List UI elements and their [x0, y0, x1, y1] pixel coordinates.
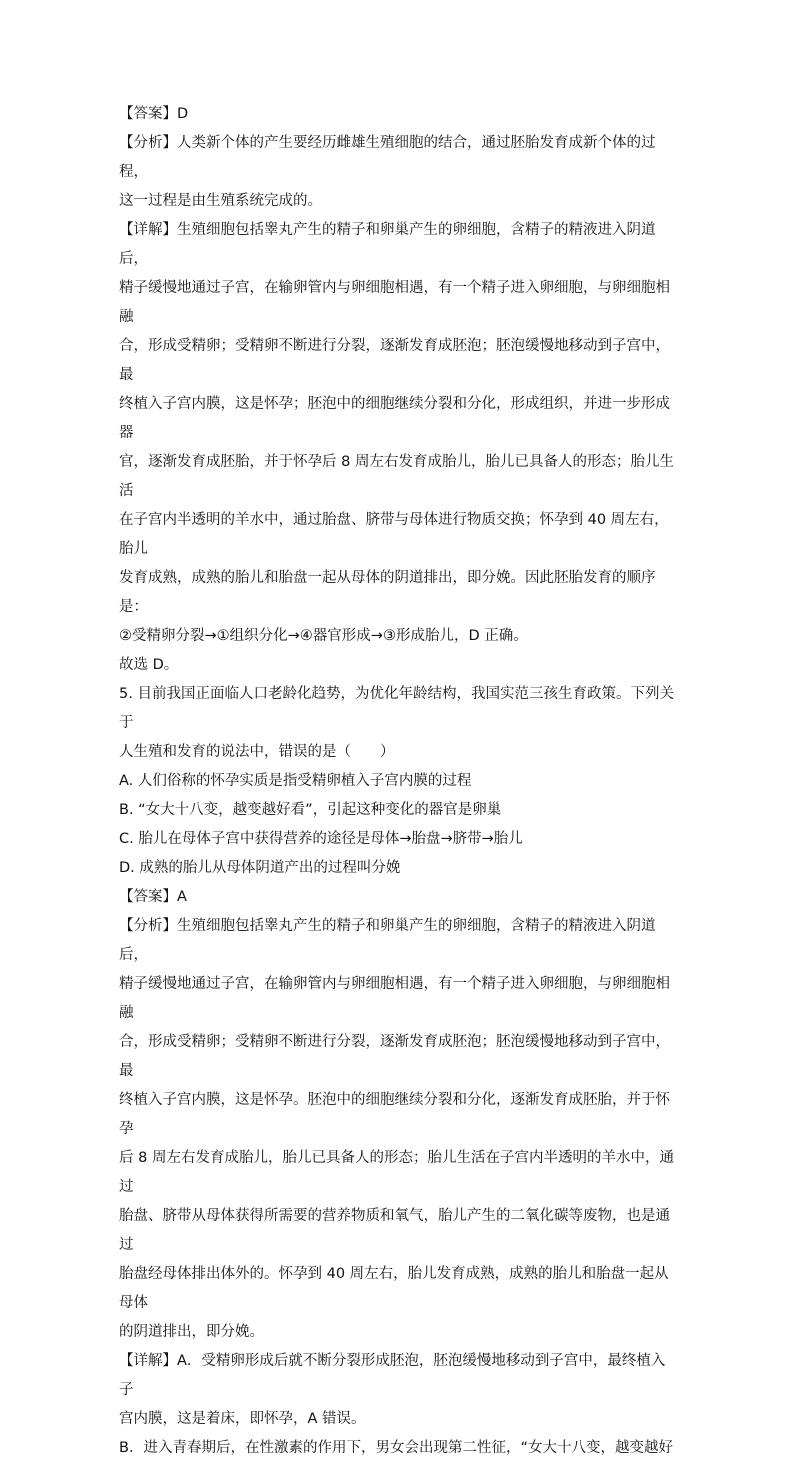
detail-text: A．受精卵形成后就不断分裂形成胚泡，胚泡缓慢地移动到子宫中，最终植入子 宫内膜，这是着床，即怀孕，A 错误。 — [119, 1353, 666, 1427]
analysis-tag: 【分析】 — [119, 918, 177, 934]
answer-text: D — [177, 106, 189, 122]
detail-text: 生殖细胞包括睾丸产生的精子和卵巢产生的卵细胞，含精子的精液进入阴道后， 精子缓慢地通过子宫，在输卵管内与卵细胞相遇，有一个精子进入卵细胞，与卵细胞相融 合，形成受精卵；受精卵不断进行分裂，逐渐发育成胚泡；胚泡缓慢地移动到子宫中，最 终植入子宫内膜，这是怀孕；胚泡中的细胞继续分裂和分化，形成组织，并进一步形成器 官，逐渐发育成胚胎，并于怀孕后 8 周左右发育成胎儿，胎儿已具备人的形态；胎儿生活 在子宫内半透明的羊水中，通过胎盘、脐带与母体进行物质交换；怀孕到 40 周左右，胎儿 发育成熟，成熟的胎儿和胎盘一起从母体的阴道排出，即分娩。因此胚胎发育的顺序是： ②受精卵分裂→①组织分化→④器官形成→③形成胎儿，D 正确。 — [119, 222, 674, 644]
detail-1 — [119, 216, 679, 651]
option-b — [119, 796, 679, 825]
selection-text: 故选 D。 — [119, 657, 179, 673]
detail-2-option-b — [119, 1434, 679, 1463]
option-text: D. 成熟的胎儿从母体阴道产出的过程叫分娩 — [119, 860, 401, 876]
detail-tag: 【详解】 — [119, 1353, 177, 1369]
answer-tag: 【答案】 — [119, 889, 177, 905]
document-body — [119, 100, 679, 1463]
answer-2 — [119, 883, 679, 912]
selection-1 — [119, 651, 679, 680]
question-text: 5. 目前我国正面临人口老龄化趋势，为优化年龄结构，我国实范三孩生育政策。下列关于 人生殖和发育的说法中，错误的是（ ） — [119, 686, 674, 760]
option-d — [119, 854, 679, 883]
detail-text: B．进入青春期后，在性激素的作用下，男女会出现第二性征，“女大十八变，越变越好 — [119, 1440, 673, 1456]
option-c — [119, 825, 679, 854]
option-text: A. 人们俗称的怀孕实质是指受精卵植入子宫内膜的过程 — [119, 773, 472, 789]
answer-tag: 【答案】 — [119, 106, 177, 122]
analysis-tag: 【分析】 — [119, 135, 177, 151]
analysis-text: 人类新个体的产生要经历雌雄生殖细胞的结合，通过胚胎发育成新个体的过程， 这一过程是由生殖系统完成的。 — [119, 135, 656, 209]
analysis-2 — [119, 912, 679, 1347]
answer-text: A — [177, 889, 187, 905]
question-5 — [119, 680, 679, 767]
detail-tag: 【详解】 — [119, 222, 177, 238]
analysis-1 — [119, 129, 679, 216]
answer-1 — [119, 100, 679, 129]
option-text: B. “女大十八变，越变越好看”，引起这种变化的器官是卵巢 — [119, 802, 502, 818]
detail-2 — [119, 1347, 679, 1434]
analysis-text: 生殖细胞包括睾丸产生的精子和卵巢产生的卵细胞，含精子的精液进入阴道后， 精子缓慢地通过子宫，在输卵管内与卵细胞相遇，有一个精子进入卵细胞，与卵细胞相融 合，形成受精卵；受精卵不断进行分裂，逐渐发育成胚泡；胚泡缓慢地移动到子宫中，最 终植入子宫内膜，这是怀孕。胚泡中的细胞继续分裂和分化，逐渐发育成胚胎，并于怀孕 后 8 周左右发育成胎儿，胎儿已具备人的形态；胎儿生活在子宫内半透明的羊水中，通过 胎盘、脐带从母体获得所需要的营养物质和氧气，胎儿产生的二氧化碳等废物，也是通过 胎盘经母体排出体外的。怀孕到 40 周左右，胎儿发育成熟，成熟的胎儿和胎盘一起从母体 的阴道排出，即分娩。 — [119, 918, 674, 1340]
option-a — [119, 767, 679, 796]
option-text: C. 胎儿在母体子宫中获得营养的途径是母体→胎盘→脐带→胎儿 — [119, 831, 523, 847]
